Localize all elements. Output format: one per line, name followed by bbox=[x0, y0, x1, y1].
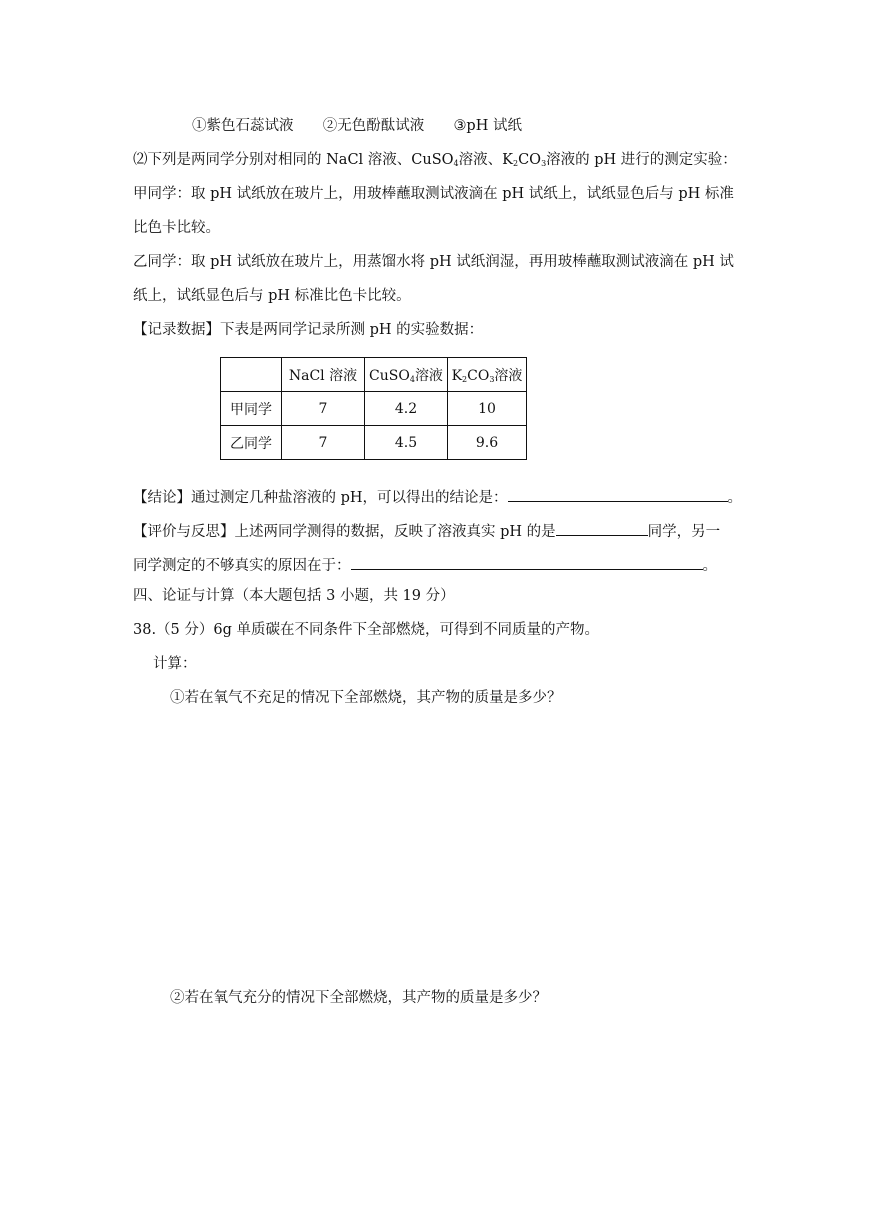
table-header-row bbox=[221, 358, 527, 392]
q38-calc-label: 计算： bbox=[153, 656, 197, 672]
table-cell: 7 bbox=[282, 392, 365, 426]
reflection-line2: 同学测定的不够真实的原因在于： 。 bbox=[133, 553, 717, 576]
table-header-cuso4: CuSO$_4$溶液 bbox=[365, 358, 448, 392]
reason-blank[interactable] bbox=[351, 553, 703, 570]
table-cell: 7 bbox=[282, 426, 365, 460]
options-line bbox=[192, 116, 522, 136]
student-b-line2: 纸上，试纸显色后与 pH 标准比色卡比较。 bbox=[133, 288, 411, 304]
record-data-text: 【记录数据】下表是两同学记录所测 pH 的实验数据： bbox=[133, 322, 484, 338]
table-cell: 4.2 bbox=[365, 392, 448, 426]
q38-stem: 38.（5 分）6g 单质碳在不同条件下全部燃烧，可得到不同质量的产物。 bbox=[133, 622, 600, 638]
q2-intro: ⑵下列是两同学分别对相同的 NaCl 溶液、CuSO$_4$溶液、$K_2CO_3$溶液的 pH 进行的测定实验： bbox=[133, 152, 737, 168]
table-cell: 甲同学 bbox=[221, 392, 282, 426]
q38-part1: ①若在氧气不充足的情况下全部燃烧，其产物的质量是多少？ bbox=[170, 690, 562, 706]
option-phenolphthalein: ②无色酚酞试液 bbox=[322, 118, 425, 134]
option-ph-paper: ③pH 试纸 bbox=[453, 118, 522, 134]
table-header-cell bbox=[221, 358, 282, 392]
option-litmus: ①紫色石蕊试液 bbox=[192, 118, 294, 134]
table-cell: 4.5 bbox=[365, 426, 448, 460]
student-b-line1: 乙同学：取 pH 试纸放在玻片上，用蒸馏水将 pH 试纸润湿，再用玻棒蘸取测试液滴在 pH 试 bbox=[133, 254, 734, 270]
table-row bbox=[221, 392, 527, 426]
conclusion-blank[interactable] bbox=[508, 485, 728, 502]
table-cell: 乙同学 bbox=[221, 426, 282, 460]
table-header-nacl: NaCl 溶液 bbox=[282, 358, 365, 392]
q38-part2: ②若在氧气充分的情况下全部燃烧，其产物的质量是多少？ bbox=[170, 990, 547, 1006]
conclusion-line: 【结论】通过测定几种盐溶液的 pH，可以得出的结论是： 。 bbox=[133, 485, 742, 508]
student-a-line1: 甲同学：取 pH 试纸放在玻片上，用玻棒蘸取测试液滴在 pH 试纸上，试纸显色后与 pH 标准 bbox=[133, 186, 734, 202]
table-row bbox=[221, 426, 527, 460]
table-cell: 9.6 bbox=[448, 426, 527, 460]
student-answer-blank[interactable] bbox=[556, 519, 648, 536]
ph-data-table bbox=[220, 357, 527, 460]
student-a-line2: 比色卡比较。 bbox=[133, 220, 220, 236]
table-cell: 10 bbox=[448, 392, 527, 426]
section-title: 四、论证与计算（本大题包括 3 小题，共 19 分） bbox=[133, 588, 455, 604]
table-header-k2co3: $K_2CO_3$溶液 bbox=[448, 358, 527, 392]
reflection-line1: 【评价与反思】上述两同学测得的数据，反映了溶液真实 pH 的是 同学，另一 bbox=[133, 519, 720, 542]
